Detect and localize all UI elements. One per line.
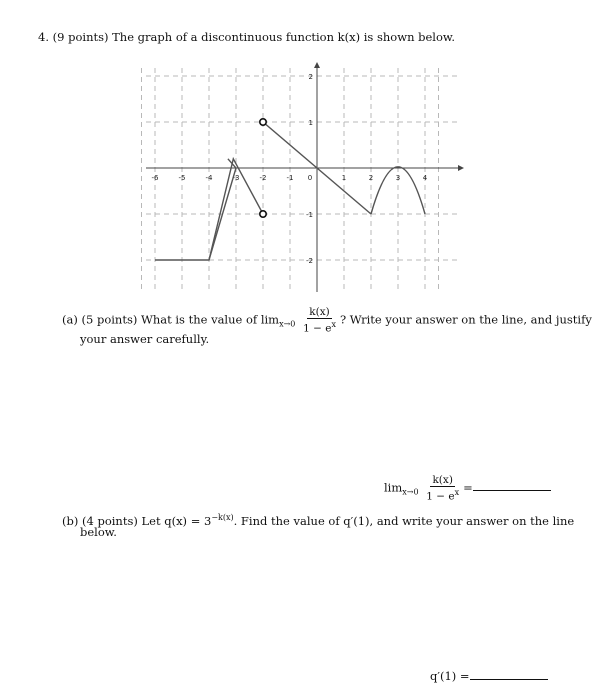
x-axis-arrow [458, 165, 464, 171]
part-a-answer-frac-num: k(x) [432, 474, 453, 486]
part-a-frac-num: k(x) [309, 306, 330, 318]
x-tick-label: 0 [307, 174, 313, 182]
part-a-lim-sub: x→0 [279, 319, 296, 329]
part-b-line2: below. [80, 525, 117, 539]
part-a-answer-frac-den-wrap [424, 487, 461, 503]
part-a-answer [384, 474, 551, 503]
x-tick-label: -4 [205, 174, 213, 182]
problem-points: (9 points) [52, 30, 109, 44]
x-tick-label: 4 [422, 174, 428, 182]
part-a-answer-frac-den-sup: x [454, 488, 460, 497]
part-a-answer-fraction [424, 474, 461, 503]
part-a-question [62, 306, 592, 335]
axes [146, 62, 464, 292]
part-a-label: (a) [62, 312, 78, 327]
x-tick-label: 3 [395, 174, 401, 182]
open-circle-bottom [260, 211, 266, 217]
part-b-text1: Let q(x) = 3 [141, 513, 212, 528]
x-tick-label: -6 [151, 174, 159, 182]
part-b-question [62, 510, 574, 529]
y-tick-label: -2 [306, 257, 313, 265]
part-a-points: (5 points) [81, 312, 138, 327]
problem-number: 4. [38, 30, 49, 44]
part-a-answer-lim: lim [384, 480, 403, 495]
y-axis-arrow [314, 62, 320, 68]
x-tick-label: -2 [259, 174, 267, 182]
x-tick-label: -5 [178, 174, 186, 182]
part-b-label: (b) [62, 513, 79, 528]
y-tick-label: 2 [308, 73, 313, 81]
problem-header [38, 30, 455, 45]
part-a-frac-den-wrap [301, 319, 338, 335]
part-b-answer-line[interactable] [470, 668, 548, 680]
curve-left-segment [155, 159, 236, 260]
part-a-text-after: ? Write your answer on the line, and justify [339, 312, 592, 327]
y-tick-labels [306, 73, 313, 265]
x-tick-label: 1 [341, 174, 347, 182]
part-b-text2: . Find the value of q′(1), and write your answer on the line [233, 513, 575, 528]
part-b-answer-label: q′(1) = [430, 669, 470, 683]
part-a-text-before: What is the value of lim [141, 312, 280, 327]
part-a-answer-sub: x→0 [402, 487, 419, 497]
part-a-line2: your answer carefully. [80, 332, 210, 346]
grid-lines [142, 68, 459, 292]
part-b-answer [430, 668, 548, 684]
x-tick-label: 2 [368, 174, 374, 182]
function-graph [140, 60, 470, 300]
part-a-fraction [301, 306, 338, 335]
part-b-exp: −k(x) [211, 513, 234, 522]
y-tick-label: -1 [306, 211, 313, 219]
x-tick-label: -3 [232, 174, 240, 182]
part-a-answer-frac-den: 1 − e [426, 490, 455, 503]
open-circle-top [260, 119, 266, 125]
part-b-points: (4 points) [82, 513, 138, 528]
part-a-frac-den-sup: x [331, 320, 336, 329]
part-a-answer-eq: = [463, 480, 473, 495]
x-tick-label: -1 [286, 174, 294, 182]
y-tick-label: 1 [308, 119, 313, 127]
part-a-answer-line[interactable] [473, 479, 551, 491]
problem-statement: The graph of a discontinuous function k(x) is shown below. [112, 30, 456, 44]
part-a-frac-den: 1 − e [303, 322, 332, 335]
